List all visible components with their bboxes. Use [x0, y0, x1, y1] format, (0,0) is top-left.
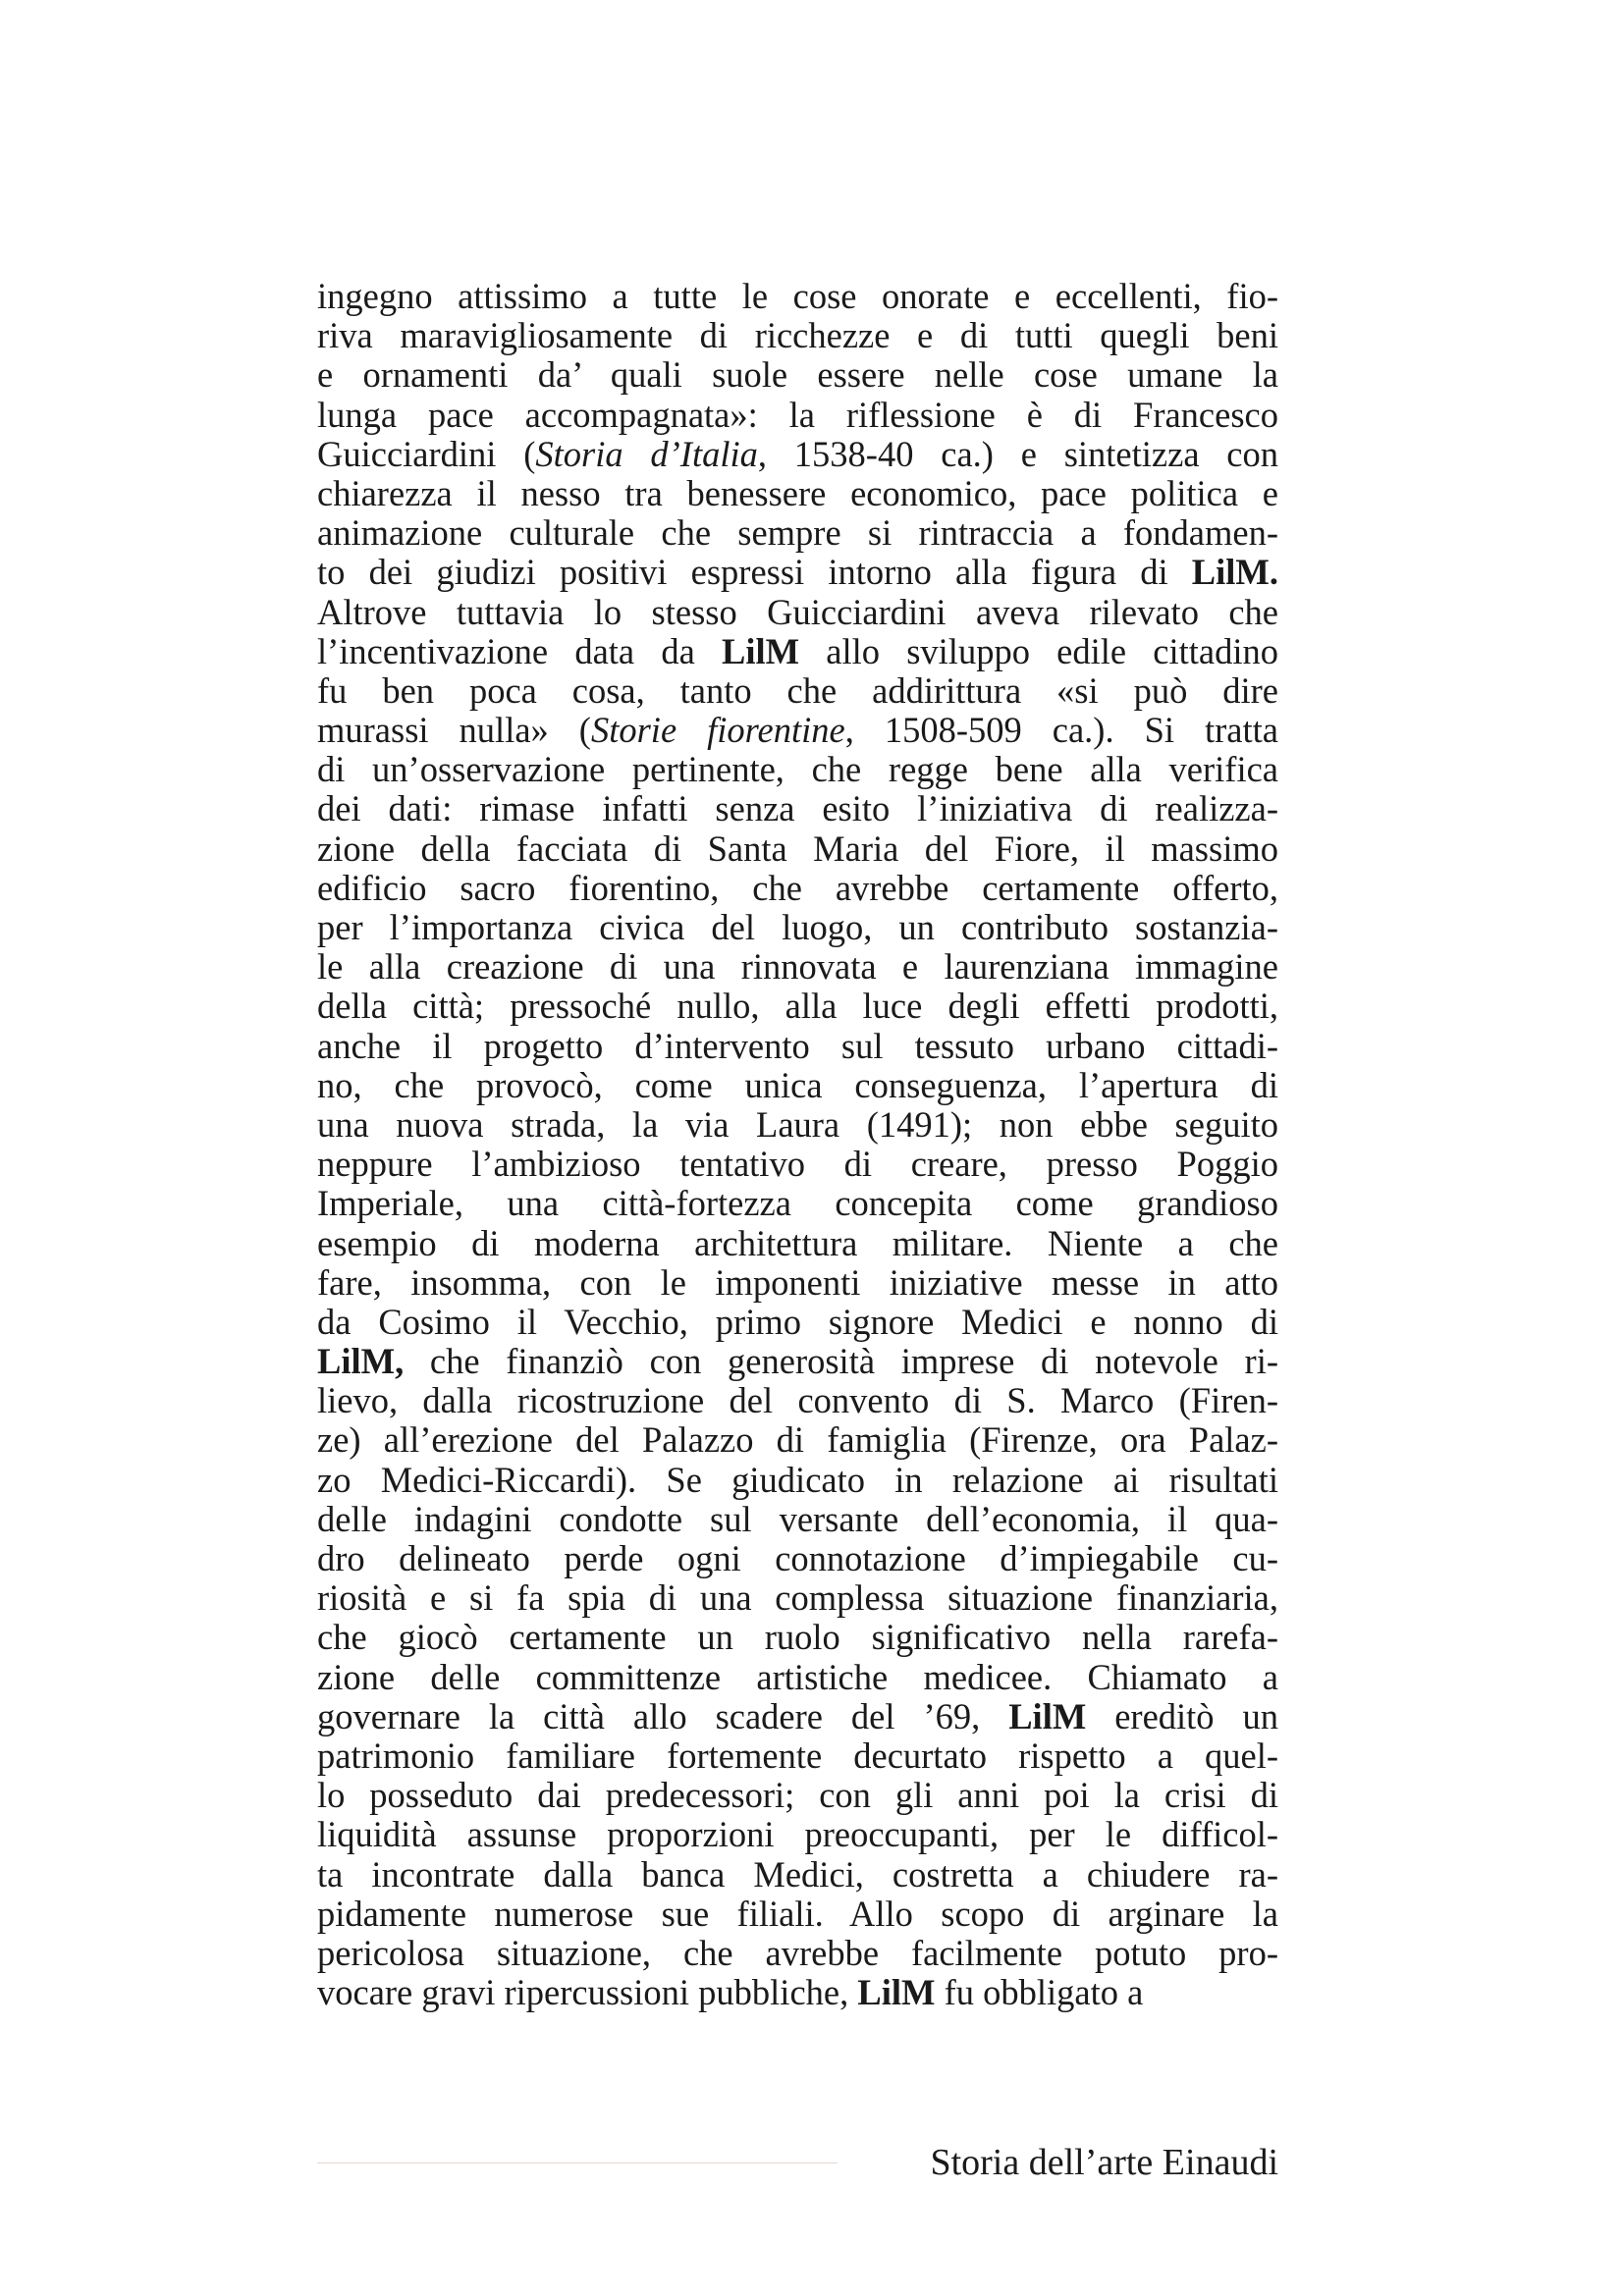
- text-run: che finanziò con generosità imprese di notevole ri-: [404, 1341, 1278, 1382]
- text-run: patrimonio familiare fortemente decurtato rispetto a quel-: [317, 1735, 1278, 1776]
- text-run: ereditò un: [1086, 1695, 1279, 1736]
- text-line: [317, 671, 1278, 711]
- text-line: [317, 316, 1278, 355]
- text-line: [317, 908, 1278, 947]
- text-run: Imperiale, una città-fortezza concepita come grandioso: [317, 1183, 1278, 1224]
- text-line: [317, 1145, 1278, 1184]
- text-run: una nuova strada, la via Laura (1491); non ebbe seguito: [317, 1103, 1278, 1145]
- text-run: chiarezza il nesso tra benessere economico, pace politica e: [317, 472, 1278, 513]
- text-line: [317, 1578, 1278, 1618]
- text-run: esempio di moderna architettura militare. Niente a che: [317, 1222, 1278, 1263]
- text-run: delle indagini condotte sul versante dell’economia, il qua-: [317, 1498, 1278, 1539]
- text-line: [317, 750, 1278, 789]
- text-run: ta incontrate dalla banca Medici, costretta a chiudere ra-: [317, 1853, 1278, 1895]
- text-line: [317, 1500, 1278, 1539]
- italic-title: Storie fiorentine: [590, 710, 845, 751]
- text-line: [317, 553, 1278, 592]
- text-run: , 1508-509 ca.). Si tratta: [844, 710, 1278, 751]
- text-line: [317, 1342, 1278, 1381]
- text-run: animazione culturale che sempre si rintraccia a fondamen-: [317, 512, 1278, 554]
- text-run: che giocò certamente un ruolo significativo nella rarefa-: [317, 1617, 1278, 1658]
- text-line: [317, 789, 1278, 828]
- text-run: lo posseduto dai predecessori; con gli anni poi la crisi di: [317, 1775, 1278, 1816]
- text-run: fu ben poca cosa, tanto che addirittura «si può dire: [317, 669, 1278, 711]
- text-line: [317, 513, 1278, 553]
- text-line: [317, 1618, 1278, 1657]
- text-line: [317, 1303, 1278, 1342]
- text-line: [317, 829, 1278, 869]
- text-line: [317, 1973, 1278, 2012]
- text-line: [317, 947, 1278, 987]
- text-line: [317, 1066, 1278, 1105]
- text-run: dro delineato perde ogni connotazione d’impiegabile cu-: [317, 1538, 1278, 1578]
- text-line: [317, 1539, 1278, 1578]
- text-run: no, che provocò, come unica conseguenza, l’apertura di: [317, 1064, 1278, 1105]
- text-line: [317, 1027, 1278, 1066]
- text-run: governare la città allo scadere del ’69,: [317, 1695, 1009, 1736]
- text-run: della città; pressoché nullo, alla luce degli effetti prodotti,: [317, 986, 1278, 1027]
- text-run: zione delle committenze artistiche medicee. Chiamato a: [317, 1656, 1278, 1697]
- text-line: [317, 474, 1278, 513]
- text-line: [317, 1420, 1278, 1460]
- text-run: neppure l’ambizioso tentativo di creare, presso Poggio: [317, 1144, 1278, 1185]
- text-line: [317, 1776, 1278, 1815]
- text-line: [317, 435, 1278, 474]
- text-run: pidamente numerose sue filiali. Allo scopo di arginare la: [317, 1893, 1278, 1934]
- bold-abbreviation: LilM: [857, 1972, 936, 2013]
- text-run: lunga pace accompagnata»: la riflessione è di Francesco: [317, 394, 1278, 435]
- bold-abbreviation: LilM: [721, 630, 800, 671]
- text-run: to dei giudizi positivi espressi intorno alla figura di: [317, 552, 1192, 593]
- text-line: [317, 1895, 1278, 1934]
- bold-abbreviation: LilM.: [1191, 552, 1278, 593]
- text-run: fare, insomma, con le imponenti iniziative messe in atto: [317, 1261, 1278, 1303]
- text-run: lievo, dalla ricostruzione del convento di S. Marco (Firen-: [317, 1380, 1278, 1421]
- text-line: [317, 1381, 1278, 1420]
- italic-title: Storia d’Italia: [535, 433, 758, 474]
- text-line: [317, 711, 1278, 750]
- text-run: ze) all’erezione del Palazzo di famiglia (Firenze, ora Palaz-: [317, 1419, 1278, 1461]
- text-run: ingegno attissimo a tutte le cose onorate e eccellenti, fio-: [317, 276, 1278, 316]
- text-line: [317, 1184, 1278, 1223]
- text-run: pericolosa situazione, che avrebbe facilmente potuto pro-: [317, 1932, 1278, 1973]
- text-run: le alla creazione di una rinnovata e laurenziana immagine: [317, 946, 1278, 988]
- text-line: [317, 396, 1278, 435]
- text-run: per l’importanza civica del luogo, un contributo sostanzia-: [317, 907, 1278, 947]
- text-run: allo sviluppo edile cittadino: [799, 630, 1278, 671]
- text-run: zo Medici-Riccardi). Se giudicato in relazione ai risultati: [317, 1459, 1278, 1500]
- text-run: liquidità assunse proporzioni preoccupanti, per le difficol-: [317, 1814, 1278, 1855]
- text-line: [317, 1461, 1278, 1500]
- text-run: edificio sacro fiorentino, che avrebbe certamente offerto,: [317, 867, 1278, 908]
- text-run: Guicciardini (: [317, 433, 536, 474]
- text-run: l’incentivazione data da: [317, 630, 722, 671]
- text-line: [317, 1697, 1278, 1736]
- text-run: dei dati: rimase infatti senza esito l’iniziativa di realizza-: [317, 788, 1278, 829]
- body-text: [317, 277, 1278, 2012]
- text-line: [317, 1855, 1278, 1895]
- text-run: zione della facciata di Santa Maria del Fiore, il massimo: [317, 828, 1278, 869]
- text-run: fu obbligato a: [935, 1972, 1144, 2013]
- text-line: [317, 632, 1278, 671]
- text-line: [317, 355, 1278, 395]
- bold-abbreviation: LilM: [1008, 1695, 1087, 1736]
- bold-abbreviation: LilM,: [317, 1341, 405, 1382]
- text-line: [317, 1658, 1278, 1697]
- text-run: Altrove tuttavia lo stesso Guicciardini aveva rilevato che: [317, 591, 1278, 632]
- footer-title: Storia dell’arte Einaudi: [930, 2142, 1278, 2183]
- text-line: [317, 869, 1278, 908]
- text-run: murassi nulla» (: [317, 710, 591, 751]
- text-run: riva maravigliosamente di ricchezze e di tutti quegli beni: [317, 315, 1278, 356]
- text-line: [317, 1263, 1278, 1303]
- text-run: , 1538-40 ca.) e sintetizza con: [757, 433, 1279, 474]
- text-line: [317, 1736, 1278, 1776]
- text-line: [317, 1815, 1278, 1854]
- text-line: [317, 1934, 1278, 1973]
- text-run: riosità e si fa spia di una complessa situazione finanziaria,: [317, 1577, 1278, 1619]
- text-line: [317, 593, 1278, 632]
- text-line: [317, 1224, 1278, 1263]
- text-line: [317, 277, 1278, 316]
- text-run: di un’osservazione pertinente, che regge bene alla verifica: [317, 749, 1278, 790]
- text-line: [317, 987, 1278, 1026]
- text-line: [317, 1105, 1278, 1145]
- text-run: anche il progetto d’intervento sul tessuto urbano cittadi-: [317, 1025, 1278, 1066]
- text-run: da Cosimo il Vecchio, primo signore Medici e nonno di: [317, 1301, 1278, 1342]
- text-run: e ornamenti da’ quali suole essere nelle cose umane la: [317, 354, 1278, 396]
- text-run: vocare gravi ripercussioni pubbliche,: [317, 1972, 858, 2013]
